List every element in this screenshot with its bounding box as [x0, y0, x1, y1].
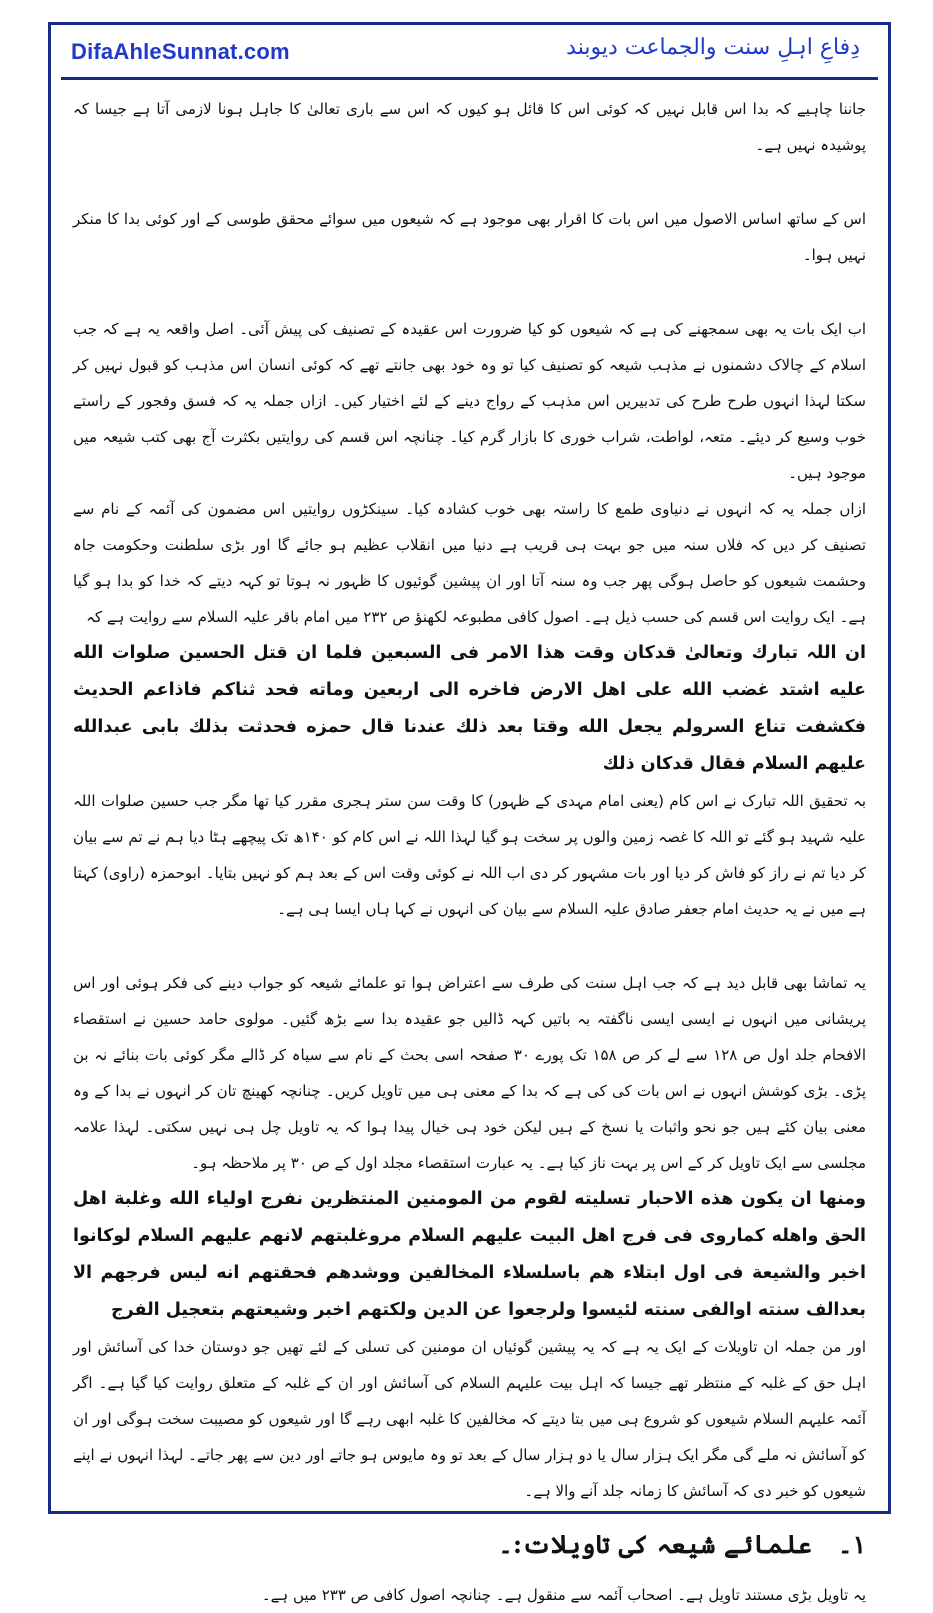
- paragraph-7: اور من جملہ ان تاویلات کے ایک یہ ہے کہ یہ پیشین گوئیاں ان مومنین کی تسلی کے لئے تھیں جو دوستان خدا کی آسائش اور اہل حق کے غلبہ کے منتظر تھے جیسا کہ اہل بیت علیہم السلام کی آسائش اور ان کے غلبہ کے متعلق روایت کیا گیا ہے۔ اگر آئمہ علیہم السلام شیعوں کو شروع ہی میں بتا دیتے کہ مخالفین کا غلبہ ابھی رہے گا اور شیعوں کو مصیبت سخت ہوگی اور ان کو آسائش نہ ملے گی مگر ایک ہزار سال یا دو ہزار سال کے بعد تو وہ مایوس ہو جاتے اور دین سے پھر جاتے۔ لہذا انہوں نے اپنے شیعوں کو خبر دی کہ آسائش کا زمانہ جلد آنے والا ہے۔: [73, 1338, 866, 1500]
- paragraph-3: اب ایک بات یہ بھی سمجھنے کی ہے کہ شیعوں کو کیا ضرورت اس عقیدہ کے تصنیف کی پیش آئی۔ اصل واقعہ یہ ہے کہ جب اسلام کے چالاک دشمنوں نے مذہب شیعہ کو تصنیف کیا تو وہ خود بھی جانتے تھے کہ کوئی انسان اس مذہب کو قبول نہیں کر سکتا لہذا انہوں طرح طرح کی تدبیریں اس مذہب کے رواج دینے کے لئے اختیار کیں۔ ازاں جملہ یہ کہ فسق وفجور کے راستے خوب وسیع کر دیئے۔ متعہ، لواطت، شراب خوری کا بازار گرم کیا۔ چنانچہ اس قسم کی روایتیں بکثرت آج بھی کتب شیعہ میں موجود ہیں۔: [73, 320, 866, 482]
- section-number: ۱۔: [837, 1530, 866, 1559]
- spacer: [73, 163, 866, 201]
- paragraph-8: یہ تاویل بڑی مستند تاویل ہے۔ اصحاب آئمہ سے منقول ہے۔ چنانچہ اصول کافی ص ۲۳۳ میں ہے۔: [261, 1586, 866, 1604]
- arabic-quote-2: ومنها ان یكون هذه الاحبار تسلیته لقوم من المومنین المنتظرین نفرج اولیاء الله وغلبة اهل الحق واهله كماروی فی فرج اهل البیت علیهم السلام مروغلبتهم لانهم علیهم السلام لوكانوا اخبر والشیعة فی اول ابتلاء هم باسلسلاء المخالفین ووشدهم فحقتهم انه لیس فرجهم الا بعدالف سنته اوالفی سنته لئیسوا ولرجعوا عن الدین ولكتهم اخبر وشیعتهم بتعجیل الفرج: [73, 1189, 866, 1320]
- section-title: علمائے شیعہ کی تاویلات:۔: [498, 1530, 812, 1559]
- paragraph-5: بہ تحقیق اللہ تبارک نے اس کام (یعنی امام مہدی کے ظہور) کا وقت سن ستر ہجری مقرر کیا تھا مگر جب حسین صلوات اللہ علیہ شہید ہو گئے تو اللہ کا غصہ زمین والوں پر سخت ہو گیا لہذا اللہ نے اس کام کو ۱۴۰ھ تک پیچھے ہٹا دیا ہم نے تم سے بیان کر دیا تم نے راز کو فاش کر دیا اور بات مشہور کر دی اب اللہ نے کوئی وقت اس کے بعد ہم کو نہیں بتایا۔ ابوحمزہ (راوی) کہتا ہے میں نے یہ حدیث امام جعفر صادق علیہ السلام سے بیان کی انہوں نے کہا ہاں ایسا ہی ہے۔: [73, 792, 867, 918]
- site-url[interactable]: DifaAhleSunnat.com: [71, 39, 290, 64]
- book-title: دِفاعِ اہلِ سنت والجماعت دیوبند: [566, 35, 860, 60]
- paragraph-6: یہ تماشا بھی قابل دید ہے کہ جب اہل سنت کی طرف سے اعتراض ہوا تو علمائے شیعہ کو جواب دینے کی فکر ہوئی اور اس پریشانی میں انہوں نے ایسی ایسی ناگفتہ بہ باتیں کہہ ڈالیں جو عقیدہ بدا سے بڑھ گئیں۔ مولوی حامد حسین نے استقصاء الافحام جلد اول ص ۱۲۸ سے لے کر ص ۱۵۸ تک پورے ۳۰ صفحہ اسی بحث کے نام سے سیاہ کر ڈالے مگر کوئی بات بنائے نہ بن پڑی۔ بڑی کوشش انہوں نے اس بات کی کی ہے کہ بدا کے معنی ہی میں تاویل کریں۔ چنانچہ کھینچ تان کر انہوں نے بدا کے وہ معنی بیان کئے ہیں جو نحو واثبات یا نسخ کے ہیں لیکن خود ہی خیال پیدا ہوا کہ یہ تاویل چل ہی نہیں سکتی۔ لہذا علامہ مجلسی سے ایک تاویل کر کے اس پر بہت ناز کیا ہے۔ یہ عبارت استقصاء مجلد اول کے ص ۳۰ پر ملاحظہ ہو۔: [73, 974, 866, 1172]
- page-frame: [48, 22, 891, 1604]
- arabic-quote-1: ان اللہ تبارك وتعالیٰ قدكان وقت هذا الامر فی السبعین فلما ان قتل الحسین صلوات الله علیه اشتد غضب الله علی اهل الارض فاخره الی اربعین وماته فحد ثناكم فاذاعم الحدیث فكشفت تناع السرولم یجعل الله وقتا بعد ذلك عندنا قال حمزه فحدثت بذلك بابی عبدالله علیهم السلام فقال قدكان ذلك: [73, 643, 866, 774]
- paragraph-1: جاننا چاہیے کہ بدا اس قابل نہیں کہ کوئی اس کا قائل ہو کیوں کہ اس سے باری تعالیٰ کا جاہل ہونا لازمی آتا ہے جیسا کہ پوشیدہ نہیں ہے۔: [73, 100, 866, 154]
- spacer: [73, 273, 866, 311]
- spacer: [73, 927, 866, 965]
- paragraph-2: اس کے ساتھ اساس الاصول میں اس بات کا اقرار بھی موجود ہے کہ شیعوں میں سوائے محقق طوسی کے اور کوئی بدا کا منکر نہیں ہوا۔: [73, 210, 866, 264]
- page-body: [73, 91, 866, 1613]
- page-header: [51, 25, 888, 83]
- paragraph-4: ازاں جملہ یہ کہ انہوں نے دنیاوی طمع کا راستہ بھی خوب کشادہ کیا۔ سینکڑوں روایتیں اس مضمون کی آئمہ کے نام سے تصنیف کر دیں کہ فلاں سنہ میں جو بہت ہی قریب ہے دنیا میں انقلاب عظیم ہو جائے گا اور بڑی سلطنت وحکومت جاہ وحشمت شیعوں کو حاصل ہوگی پھر جب وہ سنہ آتا اور ان پیشین گوئیوں کا ظہور نہ ہوتا تو کہہ دیتے کہ خدا کو بدا ہو گیا ہے۔ ایک روایت اس قسم کی حسب ذیل ہے۔ اصول کافی مطبوعہ لکھنؤ ص ۲۳۲ میں امام باقر علیہ السلام سے روایت ہے کہ: [73, 500, 866, 626]
- section-heading: [73, 1519, 866, 1571]
- header-divider: [61, 77, 878, 80]
